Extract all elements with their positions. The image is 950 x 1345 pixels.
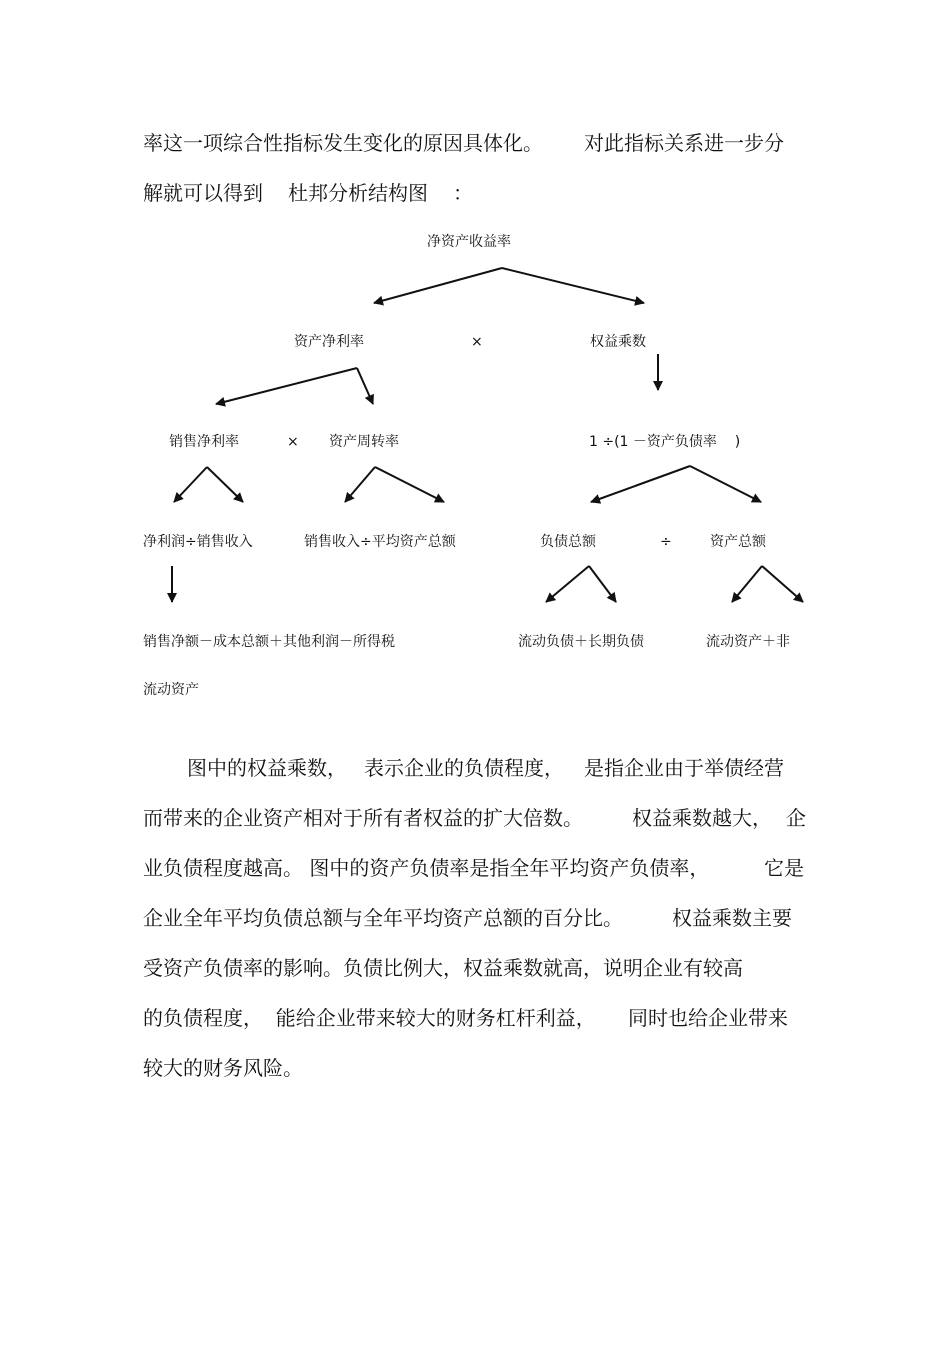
node-asset-turnover: 资产周转率 [329, 434, 399, 450]
node-liabilities-formula: 流动负债＋长期负债 [518, 634, 644, 650]
arrow-roe-em [502, 268, 644, 303]
node-net-profit-formula: 销售净额－成本总额＋其他利润－所得税 [143, 634, 395, 650]
body-line-6a: 的负债程度， 能给企业带来较大的财务杠杆利益， [143, 1006, 596, 1030]
node-times-2: × [287, 434, 299, 450]
body-line-2b: 权益乘数越大， [632, 806, 772, 830]
intro-line-1a: 率这一项综合性指标发生变化的原因具体化。 [143, 131, 543, 155]
arrow-liab-left [546, 566, 589, 602]
arrow-liab-right [589, 566, 616, 602]
body-line-4a: 企业全年平均负债总额与全年平均资产总额的百分比。 [143, 906, 623, 930]
arrow-em-liabilities [591, 466, 690, 502]
arrow-assets-left [732, 566, 762, 602]
body-line-5: 受资产负债率的影响。负债比例大，权益乘数就高，说明企业有较高 [143, 956, 743, 980]
intro-line-1b: 对此指标关系进一步分 [584, 131, 784, 155]
body-line-1b: 表示企业的负债程度， [364, 756, 564, 780]
arrow-em-assets [690, 466, 761, 502]
body-line-7: 较大的财务风险。 [143, 1056, 303, 1080]
body-line-2a: 而带来的企业资产相对于所有者权益的扩大倍数。 [143, 806, 583, 830]
body-line-1a: 图中的权益乘数， [187, 756, 347, 780]
node-roa: 资产净利率 [294, 334, 364, 350]
arrow-turnover-left [345, 467, 375, 502]
node-total-assets: 资产总额 [710, 534, 766, 550]
intro-line-2c: ： [453, 181, 473, 205]
body-line-1c: 是指企业由于举债经营 [584, 756, 784, 780]
arrow-roa-netmargin [216, 368, 357, 404]
node-roe: 净资产收益率 [427, 234, 511, 250]
node-at-formula: 销售收入÷平均资产总额 [304, 534, 456, 550]
arrow-netmargin-left [174, 467, 207, 502]
node-equity-multiplier: 权益乘数 [590, 334, 646, 350]
node-em-formula: 1 ÷(1 －资产负债率 ) [589, 434, 741, 450]
body-line-3b: 它是 [764, 856, 804, 880]
body-line-6b: 同时也给企业带来 [628, 1006, 788, 1030]
node-assets-formula-cont: 流动资产 [143, 682, 199, 698]
intro-line-2b: 杜邦分析结构图 [288, 181, 428, 205]
body-line-3a: 业负债程度越高。 图中的资产负债率是指全年平均资产负债率， [143, 856, 710, 880]
node-net-margin: 销售净利率 [169, 434, 239, 450]
node-total-liabilities: 负债总额 [540, 534, 596, 550]
body-line-2c: 企 [786, 806, 806, 830]
arrow-roe-roa [374, 268, 502, 303]
body-line-4b: 权益乘数主要 [672, 906, 792, 930]
node-times-1: × [471, 334, 483, 350]
arrow-assets-right [762, 566, 803, 602]
node-np-formula: 净利润÷销售收入 [143, 534, 253, 550]
node-assets-formula: 流动资产＋非 [706, 634, 790, 650]
arrow-turnover-right [375, 467, 444, 502]
arrow-netmargin-right [207, 467, 243, 502]
node-divide: ÷ [660, 534, 672, 550]
arrow-roa-turnover [357, 368, 373, 404]
intro-line-2a: 解就可以得到 [143, 181, 263, 205]
